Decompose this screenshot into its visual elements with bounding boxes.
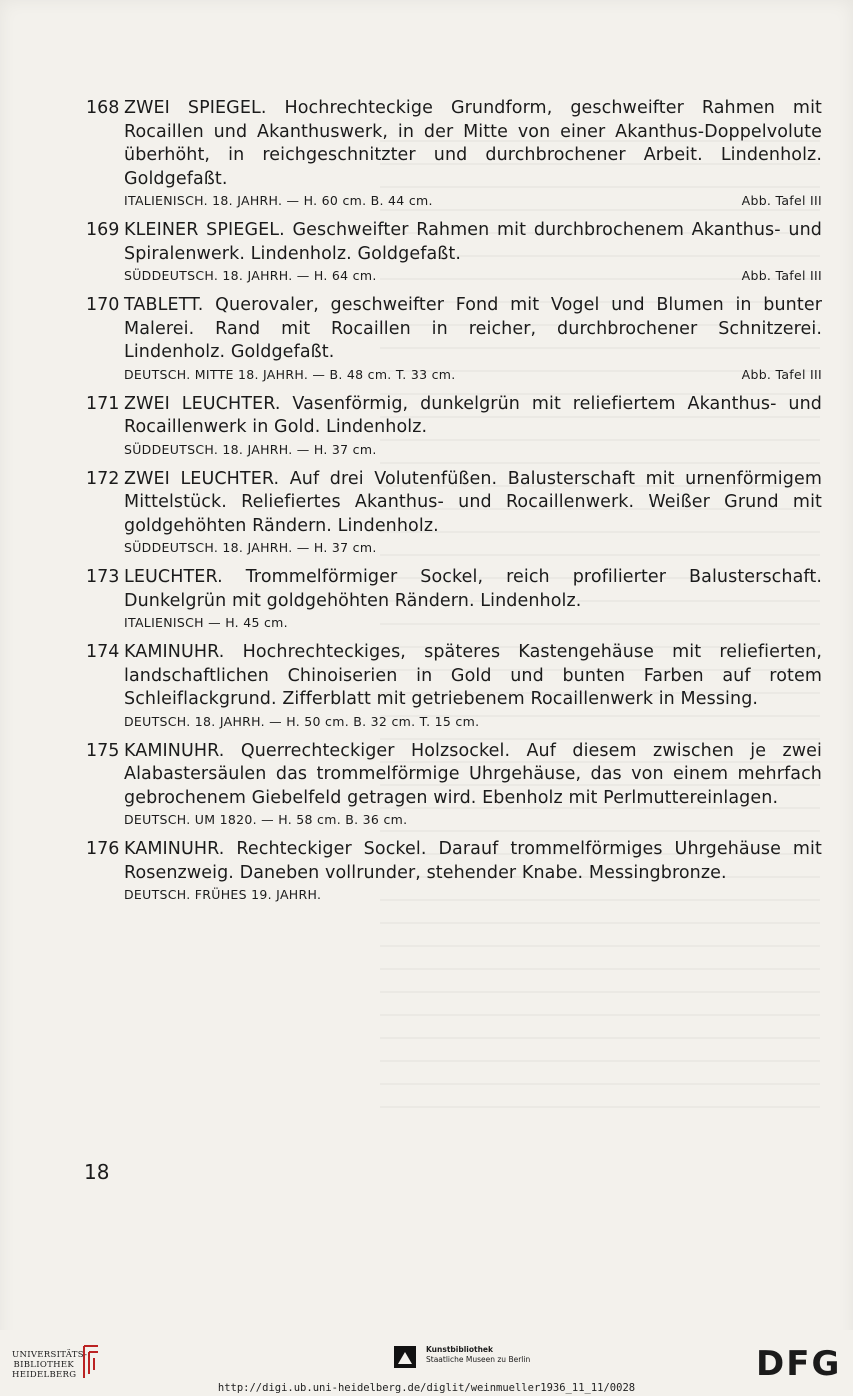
catalog-entry [86, 97, 822, 209]
entry-description: KAMINUHR. Rechteckiger Sockel. Darauf trommelförmiges Uhrgehäuse mit Rosenzweig. Daneben vollrunder, stehender Knabe. Messingbronze. [124, 839, 822, 883]
entry-number: 170 [86, 295, 120, 315]
entry-meta [124, 366, 822, 383]
catalog-entry [86, 838, 822, 903]
catalog-entry [86, 294, 822, 383]
heidelberg-library-logo[interactable] [12, 1350, 88, 1380]
kunstbibliothek-label[interactable] [426, 1345, 530, 1365]
entry-plate-reference: Abb. Tafel III [741, 268, 822, 283]
entry-description: LEUCHTER. Trommelförmiger Sockel, reich profilierter Balusterschaft. Dunkelgrün mit goldgehöhten Rändern. Lindenholz. [124, 567, 822, 611]
entry-meta [124, 441, 822, 458]
entry-meta [124, 614, 822, 631]
kunstbibliothek-title: Kunstbibliothek [426, 1345, 494, 1354]
university-line: BIBLIOTHEK [13, 1360, 74, 1370]
entry-origin-dimensions: SÜDDEUTSCH. 18. JAHRH. — H. 37 cm. [124, 441, 377, 457]
entry-description: KAMINUHR. Querrechteckiger Holzsockel. Auf diesem zwischen je zwei Alabastersäulen das trommelförmige Uhrgehäuse, das von einem mehrfach gebrochenem Giebelfeld getragen wird. Ebenholz mit Perlmuttereinlagen. [124, 740, 822, 808]
catalog-entry [86, 393, 822, 458]
catalog-entry [86, 740, 822, 829]
kunstbibliothek-logo-icon [392, 1344, 418, 1370]
entry-meta [124, 192, 822, 209]
entry-origin-dimensions: DEUTSCH. FRÜHES 19. JAHRH. [124, 887, 322, 902]
source-url[interactable]: http://digi.ub.uni-heidelberg.de/diglit/weinmueller1936_11_11/0028 [217, 1382, 636, 1394]
dfg-logo[interactable]: DFG [756, 1344, 842, 1384]
catalog-entries [86, 97, 822, 913]
entry-meta [124, 267, 822, 284]
entry-description: ZWEI LEUCHTER. Auf drei Volutenfüßen. Balusterschaft mit urnenförmigem Mittelstück. Reliefiertes Akanthus- und Rocaillenwerk. Weißer Grund mit goldgehöhten Rändern. Lindenholz. [124, 468, 822, 536]
university-line: UNIVERSITÄTS- [12, 1350, 88, 1360]
entry-origin-dimensions: ITALIENISCH. 18. JAHRH. — H. 60 cm. B. 44 cm. [124, 193, 433, 208]
entry-origin-dimensions: DEUTSCH. MITTE 18. JAHRH. — B. 48 cm. T. 33 cm. [124, 366, 456, 382]
entry-number: 171 [86, 393, 120, 414]
heidelberg-mark-icon [80, 1344, 102, 1380]
entry-number: 168 [86, 98, 120, 118]
entry-number: 176 [86, 839, 120, 859]
entry-meta [124, 539, 822, 556]
entry-meta [124, 811, 822, 828]
university-line: HEIDELBERG [12, 1370, 77, 1380]
entry-number: 175 [86, 740, 120, 761]
entry-number: 172 [86, 468, 120, 489]
entry-plate-reference: Abb. Tafel III [741, 366, 822, 382]
entry-origin-dimensions: SÜDDEUTSCH. 18. JAHRH. — H. 64 cm. [124, 268, 377, 283]
entry-description: TABLETT. Querovaler, geschweifter Fond mit Vogel und Blumen in bunter Malerei. Rand mit Rocaillen in reicher, durchbrochener Schnitzerei. Lindenholz. Goldgefaßt. [124, 295, 822, 362]
kunstbibliothek-subtitle: Staatliche Museen zu Berlin [426, 1355, 531, 1364]
entry-description: ZWEI SPIEGEL. Hochrechteckige Grundform, geschweifter Rahmen mit Rocaillen und Akanthuswerk, in der Mitte von einer Akanthus-Doppelvolute überhöht, in reichgeschnitzter und durchbrochener Arbeit. Lindenholz. Goldgefaßt. [124, 98, 822, 189]
entry-number: 169 [86, 220, 120, 240]
entry-number: 173 [86, 567, 120, 587]
entry-number: 174 [86, 642, 120, 662]
entry-origin-dimensions: ITALIENISCH — H. 45 cm. [124, 615, 288, 630]
catalog-entry [86, 219, 822, 284]
catalog-entry [86, 641, 822, 730]
entry-origin-dimensions: SÜDDEUTSCH. 18. JAHRH. — H. 37 cm. [124, 540, 377, 555]
entry-origin-dimensions: DEUTSCH. UM 1820. — H. 58 cm. B. 36 cm. [124, 812, 408, 827]
catalog-entry [86, 566, 822, 631]
page-number: 18 [84, 1160, 110, 1184]
entry-meta [124, 886, 822, 903]
entry-plate-reference: Abb. Tafel III [741, 193, 822, 208]
entry-description: KLEINER SPIEGEL. Geschweifter Rahmen mit durchbrochenem Akanthus- und Spiralenwerk. Lindenholz. Goldgefaßt. [124, 220, 822, 264]
entry-meta [124, 713, 822, 730]
entry-description: ZWEI LEUCHTER. Vasenförmig, dunkelgrün mit reliefiertem Akanthus- und Rocaillenwerk in Gold. Lindenholz. [124, 393, 822, 437]
entry-description: KAMINUHR. Hochrechteckiges, späteres Kastengehäuse mit reliefierten, landschaftlichen Chinoiserien in Gold und bunten Farben auf rotem Schleiflackgrund. Zifferblatt mit getriebenem Rocaillenwerk in Messing. [124, 642, 822, 709]
entry-origin-dimensions: DEUTSCH. 18. JAHRH. — H. 50 cm. B. 32 cm. T. 15 cm. [124, 713, 480, 729]
catalog-entry [86, 468, 822, 557]
